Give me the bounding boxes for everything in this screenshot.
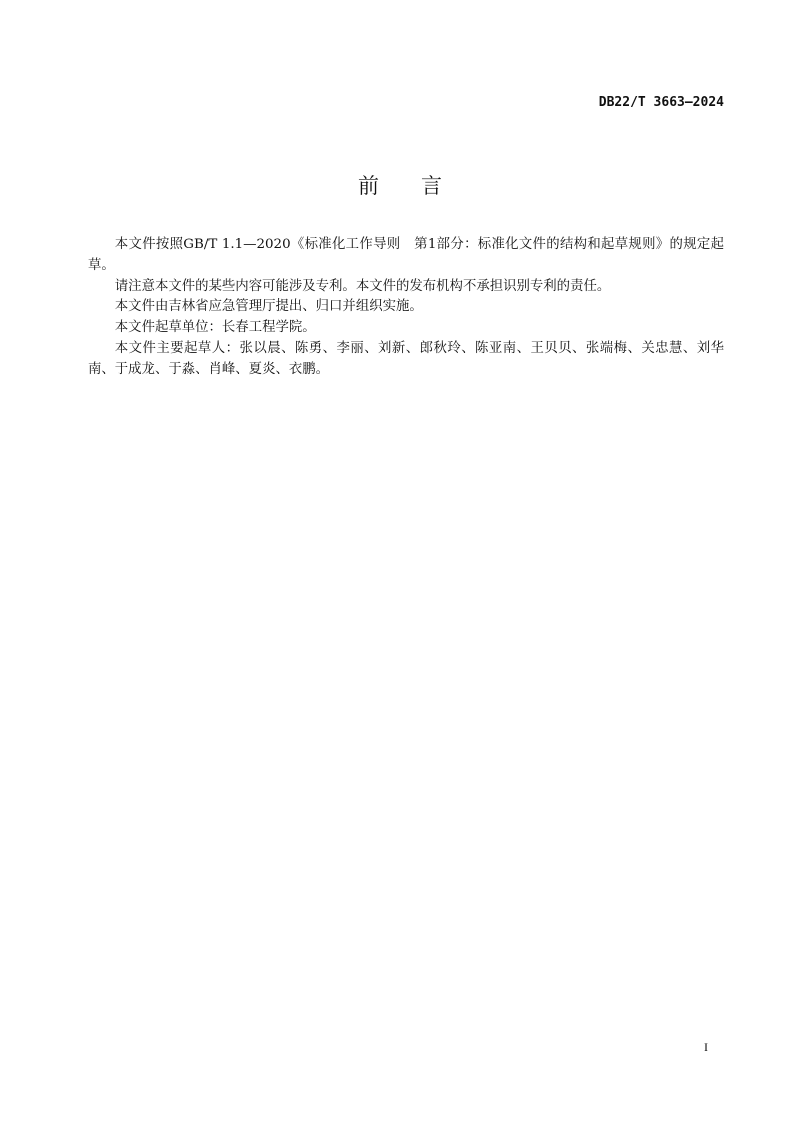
foreword-body [88, 235, 724, 381]
page-title: 前言 [358, 174, 484, 198]
document-code: DB22/T 3663—2024 [598, 95, 724, 110]
paragraph-proposer: 本文件由吉林省应急管理厅提出、归口并组织实施。 [114, 299, 423, 315]
paragraph-patent-notice: 请注意本文件的某些内容可能涉及专利。本文件的发布机构不承担识别专利的责任。 [114, 278, 611, 294]
paragraph-drafting-basis: 本文件按照GB/T 1.1—2020《标准化工作导则 第1部分：标准化文件的结构和起草规则》的规定起草。 [88, 237, 724, 273]
paragraph-drafting-unit: 本文件起草单位：长春工程学院。 [114, 320, 316, 336]
paragraph-drafters: 本文件主要起草人：张以晨、陈勇、李丽、刘新、郎秋玲、陈亚南、王贝贝、张端梅、关忠慧、刘华南、于成龙、于淼、肖峰、夏炎、衣鹏。 [88, 340, 724, 377]
page-number: I [704, 1040, 708, 1054]
